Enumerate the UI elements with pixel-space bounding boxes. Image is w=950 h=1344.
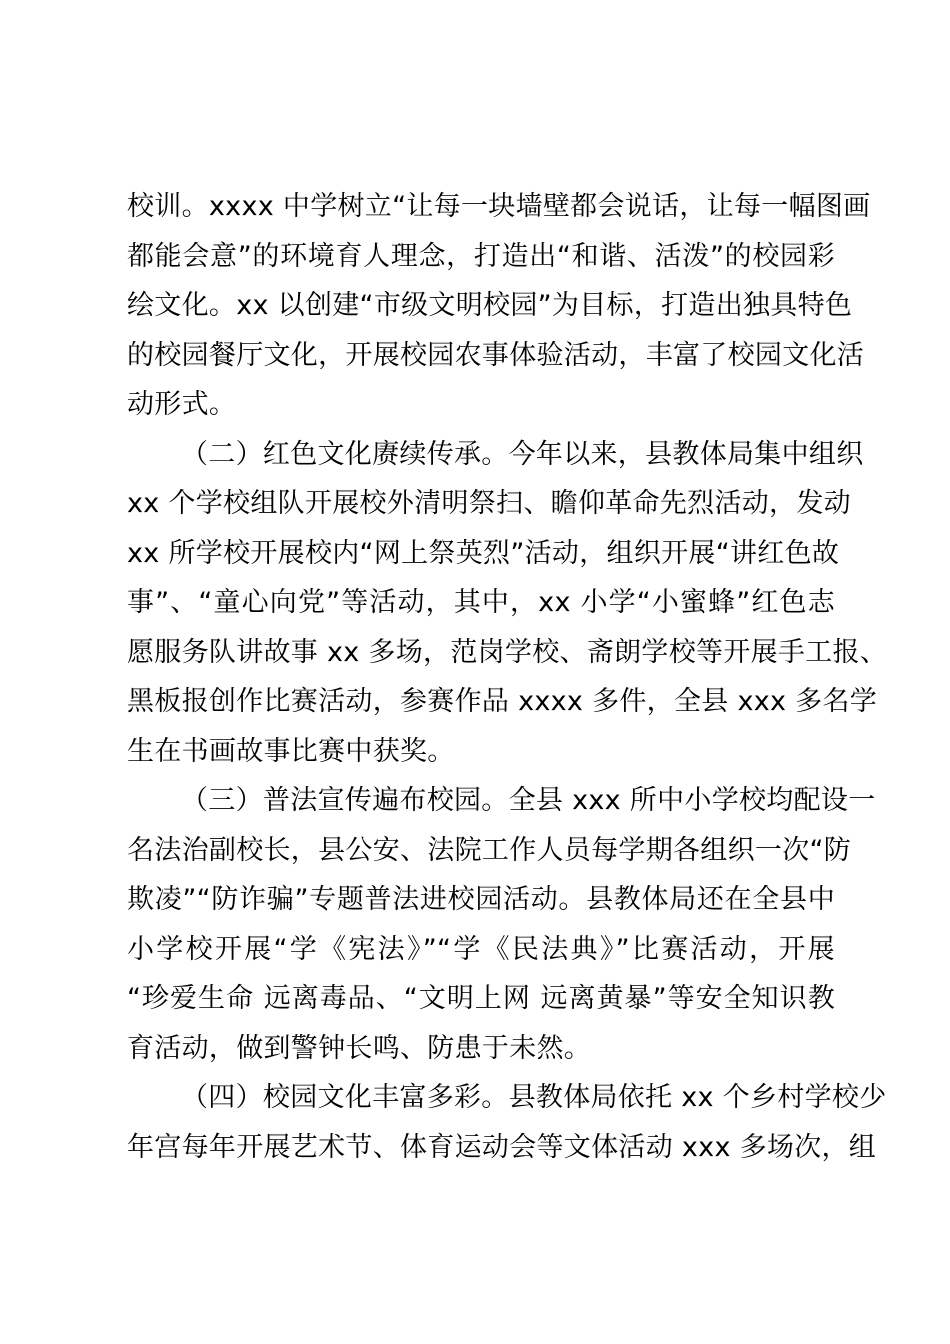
text-line: 黑板报创作比赛活动，参赛作品 xxxx 多件，全县 xxx 多名学 [127,686,878,717]
document-body [127,182,888,1172]
text-line: 愿服务队讲故事 xx 多场，范岗学校、斋朗学校等开展手工报、 [127,636,888,668]
text-line: 的校园餐厅文化，开展校园农事体验活动，丰富了校园文化活 [127,339,865,371]
text-line: 名法治副校长，县公安、法院工作人员每学期各组织一次“防 [127,834,852,866]
paragraph-red-culture [127,430,888,777]
paragraph-campus-culture-continued [127,182,871,430]
text-line: 动形式。 [127,389,237,420]
text-line: 校训。xxxx 中学树立“让每一块墙壁都会说话，让每一幅图画 [127,191,871,222]
text-line: 绘文化。xx 以创建“市级文明校园”为目标，打造出独具特色 [127,290,853,321]
text-line: 生在书画故事比赛中获奖。 [127,735,455,767]
text-line: （三）普法宣传遍布校园。全县 xxx 所中小学校均配设一 [181,785,876,816]
text-line: xx 所学校开展校内“网上祭英烈”活动，组织开展“讲红色故 [127,537,840,569]
text-line: 年宫每年开展艺术节、体育运动会等文体活动 xxx 多场次，组 [127,1131,877,1163]
text-line: 育活动，做到警钟长鸣、防患于未然。 [127,1032,592,1064]
text-line: 欺凌”“防诈骗”专题普法进校园活动。县教体局还在全县中 [127,884,835,915]
text-line: （二）红色文化赓续传承。今年以来，县教体局集中组织 [181,438,864,470]
text-line: 都能会意”的环境育人理念，打造出“和谐、活泼”的校园彩 [127,240,835,272]
text-line: xx 个学校组队开展校外清明祭扫、瞻仰革命先烈活动，发动 [127,488,851,519]
text-line: （四）校园文化丰富多彩。县教体局依托 xx 个乡村学校少 [181,1082,887,1113]
text-line: 事”、“童心向党”等活动，其中，xx 小学“小蜜蜂”红色志 [127,587,835,618]
paragraph-campus-activities [127,1073,887,1172]
text-line: 小学校开展“学《宪法》”“学《民法典》”比赛活动，开展 [127,933,835,965]
text-line: “珍爱生命 远离毒品、“文明上网 远离黄暴”等安全知识教 [127,983,835,1014]
paragraph-law-education [127,776,876,1073]
